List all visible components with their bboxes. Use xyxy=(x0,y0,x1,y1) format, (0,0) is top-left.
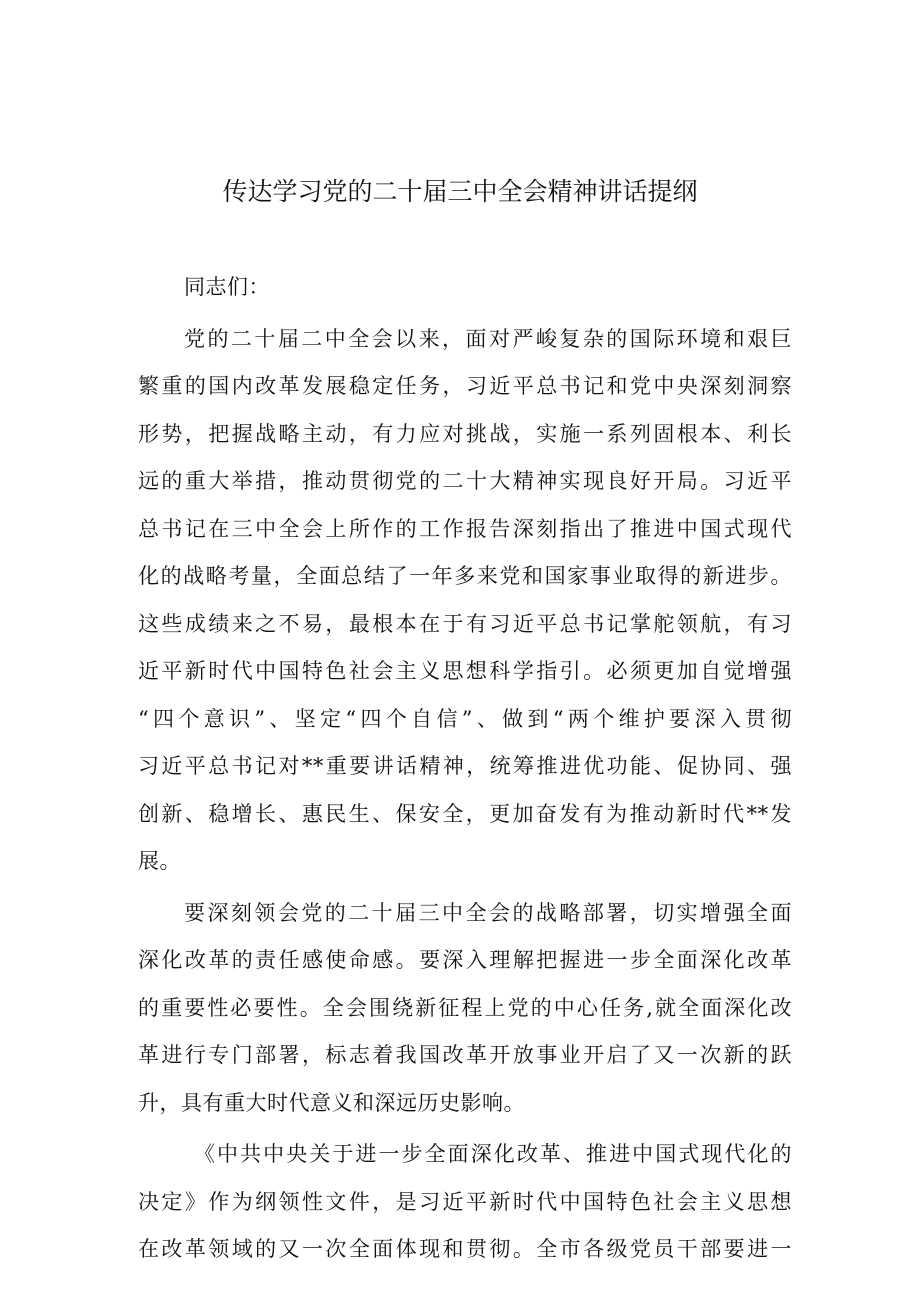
document-title: 传达学习党的二十届三中全会精神讲话提纲 xyxy=(222,177,698,206)
paragraph-line: 在改革领域的又一次全面体现和贯彻。全市各级党员干部要进一 xyxy=(138,1237,792,1261)
paragraph-1 xyxy=(138,316,792,886)
paragraph-line: 创新、稳增长、惠民生、保安全，更加奋发有为推动新时代**发 xyxy=(138,801,792,826)
paragraph-line: “四个意识”、坚定“四个自信”、做到“两个维护要深入贯彻 xyxy=(138,706,792,731)
paragraph-line: 化的战略考量，全面总结了一年多来党和国家事业取得的新进步。 xyxy=(138,564,792,588)
document-body xyxy=(138,264,792,1274)
paragraph-line: 深化改革的责任感使命感。要深入理解把握进一步全面深化改革 xyxy=(138,948,792,972)
paragraph-3 xyxy=(138,1131,792,1274)
paragraph-line: 这些成绩来之不易，最根本在于有习近平总书记掌舵领航，有习 xyxy=(138,611,792,636)
salutation: 同志们： xyxy=(184,275,270,299)
paragraph-2 xyxy=(138,890,792,1128)
paragraph-line: 习近平总书记对**重要讲话精神，统筹推进优功能、促协同、强 xyxy=(138,754,792,778)
paragraph-line: 展。 xyxy=(138,849,181,873)
paragraph-line: 繁重的国内改革发展稳定任务，习近平总书记和党中央深刻洞察 xyxy=(138,374,792,398)
paragraph-line: 的重要性必要性。全会围绕新征程上党的中心任务,就全面深化改 xyxy=(138,995,792,1020)
paragraph-line: 升，具有重大时代意义和深远历史影响。 xyxy=(138,1090,525,1115)
paragraph-line: 近平新时代中国特色社会主义思想科学指引。必须更加自觉增强 xyxy=(138,659,792,683)
paragraph-line: 总书记在三中全会上所作的工作报告深刻指出了推进中国式现代 xyxy=(138,516,792,541)
paragraph-line: 形势，把握战略主动，有力应对挑战，实施一系列固根本、利长 xyxy=(138,421,792,446)
paragraph-line: 要深刻领会党的二十届三中全会的战略部署，切实增强全面 xyxy=(184,900,792,925)
paragraph-line: 决定》作为纲领性文件，是习近平新时代中国特色社会主义思想 xyxy=(138,1189,792,1214)
paragraph-line: 《中共中央关于进一步全面深化改革、推进中国式现代化的 xyxy=(194,1142,792,1166)
paragraph-line: 党的二十届二中全会以来，面对严峻复杂的国际环境和艰巨 xyxy=(184,326,792,351)
paragraph-line: 革进行专门部署，标志着我国改革开放事业开启了又一次新的跃 xyxy=(138,1043,792,1067)
paragraph-line: 远的重大举措，推动贯彻党的二十大精神实现良好开局。习近平 xyxy=(138,469,792,493)
